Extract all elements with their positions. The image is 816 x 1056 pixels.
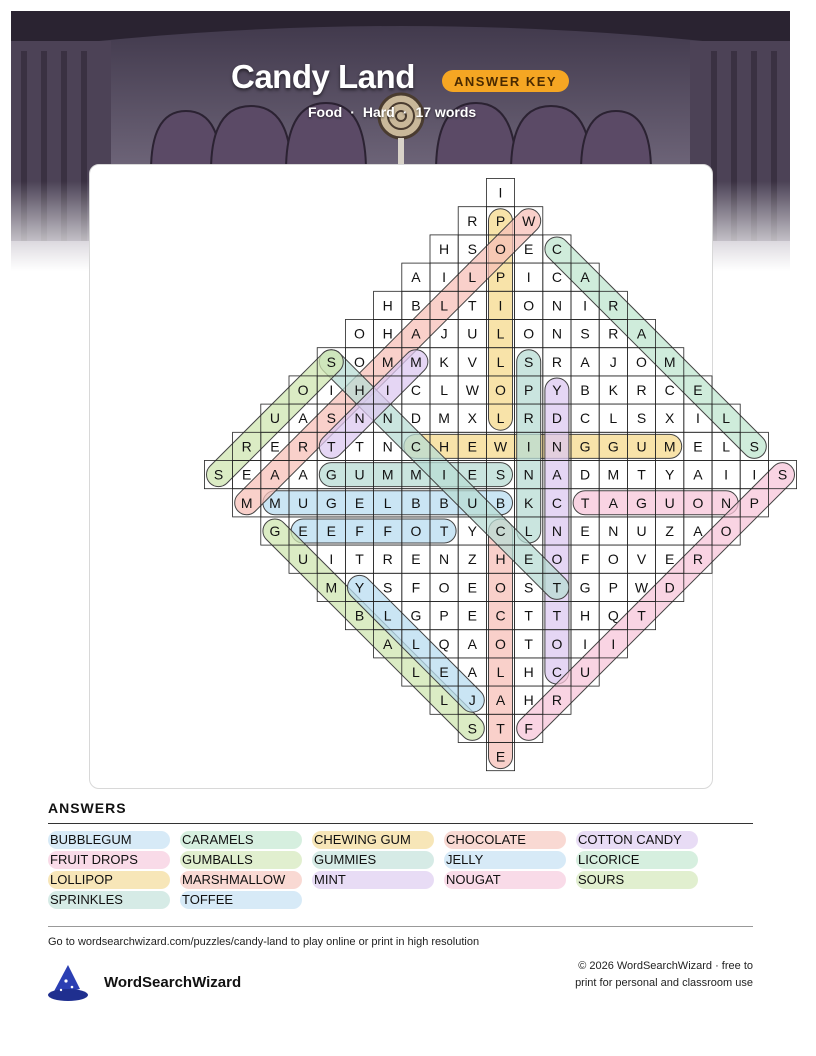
answer-word: GUMMIES [312,851,434,869]
grid-letter: Y [467,523,477,539]
grid-letter: E [354,494,365,511]
grid-letter: T [355,438,364,455]
grid-letter: I [526,269,531,286]
grid-letter: A [580,353,590,370]
grid-letter: R [382,551,393,568]
answer-word: NOUGAT [444,871,566,889]
grid-letter: H [523,692,534,709]
grid-letter: I [442,466,447,483]
grid-letter: S [749,438,759,455]
grid-letter: I [498,184,503,201]
grid-letter: L [524,523,533,539]
grid-letter: G [325,494,337,511]
grid-letter: L [468,269,477,286]
grid-letter: O [354,353,365,370]
grid-letter: R [523,410,534,427]
grid-letter: H [580,607,591,624]
grid-letter: Z [468,551,477,568]
grid-letter: O [551,551,563,568]
grid-letter: C [551,494,562,511]
grid-letter: R [241,438,252,455]
grid-letter: G [579,579,591,596]
grid-letter: R [298,438,309,455]
grid-letter: E [495,748,506,765]
grid-letter: O [495,382,506,398]
grid-letter: A [298,410,308,427]
grid-letter: A [693,466,703,483]
grid-letter: H [439,241,450,257]
grid-letter: O [523,297,535,314]
grid-letter: I [498,297,503,314]
answer-word: GUMBALLS [180,851,302,869]
grid-letter: G [607,438,619,455]
answer-word: COTTON CANDY [576,831,698,849]
grid-letter: E [467,607,477,624]
grid-letter: O [720,523,732,539]
category-label: Food [308,104,343,120]
grid-letter: B [411,494,421,511]
grid-letter: M [381,353,394,370]
grid-letter: P [439,607,449,624]
grid-letter: I [583,635,588,652]
grid-letter: W [634,579,649,596]
grid-letter: R [551,692,562,709]
grid-letter: C [551,269,562,286]
grid-letter: T [355,551,364,568]
grid-letter: K [524,494,534,511]
grid-letter: A [608,494,618,511]
grid-letter: L [440,382,448,398]
grid-letter: G [325,466,337,483]
word-search-grid [90,165,788,788]
grid-letter: P [749,494,759,511]
grid-letter: J [609,353,617,370]
grid-letter: H [439,438,450,455]
grid-letter: T [496,720,505,737]
grid-letter: M [269,494,281,511]
grid-letter: U [298,551,309,568]
grid-letter: T [468,297,477,314]
grid-letter: K [439,353,449,370]
grid-letter: Z [665,523,674,539]
grid-letter: T [524,635,533,652]
grid-letter: P [495,212,506,229]
grid-letter: B [580,382,590,398]
grid-letter: M [381,466,394,483]
answer-word: MINT [312,871,434,889]
grid-letter: W [465,382,479,398]
grid-letter: A [580,269,590,286]
grid-letter: S [524,353,534,370]
grid-letter: I [385,382,390,398]
grid-letter: U [269,410,280,427]
grid-letter: M [410,353,422,370]
grid-letter: U [354,466,365,483]
grid-letter: C [410,382,421,398]
grid-letter: R [692,551,703,568]
grid-letter: A [270,466,280,483]
answer-word: MARSHMALLOW [180,871,302,889]
grid-letter: E [411,551,421,568]
grid-letter: Y [665,466,675,483]
grid-letter: G [269,523,281,539]
grid-letter: N [382,410,393,427]
grid-letter: G [579,438,591,455]
grid-letter: M [240,494,253,511]
answer-word: CHEWING GUM [312,831,434,849]
grid-letter: M [325,579,338,596]
grid-letter: T [327,438,336,455]
answer-word: SPRINKLES [48,891,170,909]
grid-letter: O [607,551,619,568]
grid-letter: E [524,551,534,568]
grid-letter: O [636,353,647,370]
grid-letter: A [383,635,393,652]
grid-letter: A [411,325,421,342]
grid-letter: L [496,664,505,680]
grid-letter: J [440,325,448,342]
grid-letter: A [411,269,421,286]
puzzle-meta [308,104,476,120]
meta-separator: · [350,104,355,120]
grid-letter: E [665,551,675,568]
grid-letter: I [526,438,531,455]
grid-letter: H [354,382,365,398]
grid-letter: L [412,635,420,652]
grid-letter: G [636,494,647,511]
grid-letter: Y [552,382,562,398]
grid-letter: F [524,720,533,737]
grid-letter: A [552,466,562,483]
grid-letter: O [410,523,422,539]
grid-letter: V [636,551,647,568]
grid-letter: H [495,551,506,568]
grid-letter: S [524,579,534,596]
grid-letter: A [495,692,506,709]
grid-letter: U [636,523,647,539]
grid-letter: T [552,579,562,596]
grid-letter: I [752,466,757,483]
grid-letter: I [724,466,729,483]
grid-letter: E [270,438,280,455]
grid-letter: N [354,410,365,427]
brand-name: WordSearchWizard [104,974,242,991]
grid-letter: H [523,664,534,680]
difficulty-label: Hard [362,104,395,120]
grid-letter: I [695,410,700,427]
grid-letter: V [467,353,477,370]
grid-letter: E [467,438,477,455]
grid-letter: I [583,297,588,314]
wizard-hat-icon [46,963,94,1003]
grid-letter: A [636,325,647,342]
answer-word: JELLY [444,851,566,869]
grid-letter: R [551,353,562,370]
grid-letter: C [664,382,675,398]
grid-letter: R [636,382,647,398]
grid-letter: D [664,579,675,596]
copyright-text: © 2026 WordSearchWizard · free to print for personal and classroom use [575,960,753,989]
grid-letter: H [382,325,393,342]
grid-letter: H [382,297,393,314]
grid-letter: I [611,635,616,652]
grid-letter: T [524,607,533,624]
answers-divider [48,823,753,824]
grid-letter: O [495,241,506,257]
grid-letter: U [467,325,478,342]
grid-letter: W [493,438,508,455]
grid-letter: F [411,579,421,596]
grid-letter: S [326,410,336,427]
grid-letter: N [551,325,562,342]
grid-letter: S [636,410,647,427]
answer-key-badge: ANSWER KEY [442,70,569,92]
grid-letter: L [383,494,392,511]
grid-letter: B [354,607,365,624]
meta-separator: · [402,104,408,120]
grid-letter: M [438,410,450,427]
grid-letter: M [410,466,422,483]
grid-letter: T [637,466,646,483]
grid-letter: Y [354,579,365,596]
grid-letter: A [467,635,477,652]
grid-letter: L [412,664,420,680]
grid-letter: S [467,241,477,257]
grid-letter: S [383,579,393,596]
grid-letter: L [496,325,505,342]
grid-letter: L [722,438,730,455]
grid-letter: I [329,551,334,568]
grid-letter: A [693,523,703,539]
grid-letter: M [663,353,676,370]
grid-letter: M [663,438,676,455]
grid-letter: O [438,579,450,596]
answer-word: TOFFEE [180,891,302,909]
grid-letter: L [609,410,618,427]
grid-letter: O [495,579,506,596]
grid-letter: U [636,438,647,455]
grid-letter: O [354,325,365,342]
grid-letter: C [495,523,506,539]
answer-word: CARAMELS [180,831,302,849]
grid-letter: B [411,297,421,314]
grid-letter: A [298,466,308,483]
grid-letter: P [495,269,506,286]
grid-letter: O [551,635,563,652]
grid-letter: E [693,438,703,455]
grid-letter: M [607,466,620,483]
grid-letter: L [722,410,730,427]
grid-letter: Q [607,607,619,624]
grid-letter: S [326,353,336,370]
grid-letter: P [608,579,618,596]
grid-letter: K [608,382,618,398]
puzzle-card [89,164,788,789]
grid-letter: P [524,382,534,398]
grid-letter: S [467,720,477,737]
grid-letter: L [440,692,448,709]
answer-word: SOURS [576,871,698,889]
grid-letter: S [213,466,224,483]
grid-letter: D [580,466,591,483]
grid-letter: T [439,523,449,539]
grid-letter: U [664,494,675,511]
grid-letter: D [551,410,562,427]
grid-letter: U [467,494,478,511]
grid-letter: L [496,410,505,427]
grid-letter: C [410,438,421,455]
grid-letter: G [410,607,422,624]
grid-letter: L [496,353,505,370]
grid-letter: R [467,212,478,229]
grid-letter: O [692,494,704,511]
grid-letter: N [439,551,450,568]
grid-letter: S [495,466,506,483]
grid-letter: L [383,607,392,624]
grid-letter: R [608,297,619,314]
grid-letter: E [439,664,449,680]
grid-letter: D [410,410,421,427]
grid-letter: N [382,438,393,455]
grid-letter: E [467,466,477,483]
grid-letter: Q [438,635,450,652]
answer-word: BUBBLEGUM [48,831,170,849]
word-count-label: 17 words [415,104,477,120]
grid-letter: X [665,410,675,427]
answer-word: LICORICE [576,851,698,869]
grid-letter: S [580,325,590,342]
grid-letter: J [468,692,476,709]
page-title: Candy Land [231,58,415,95]
grid-letter: E [242,466,252,483]
grid-letter: N [721,494,732,511]
grid-letter: N [551,438,562,455]
grid-letter: F [355,523,364,539]
grid-letter: I [329,382,334,398]
grid-letter: B [439,494,449,511]
grid-letter: O [297,382,309,398]
grid-letter: E [524,241,534,257]
grid-letter: E [467,579,477,596]
grid-letter: T [637,607,646,624]
grid-letter: W [522,212,536,229]
grid-letter: O [495,635,506,652]
grid-letter: F [580,551,590,568]
grid-letter: U [298,494,309,511]
grid-letter: C [495,607,506,624]
grid-letter: T [580,494,590,511]
answer-word: LOLLIPOP [48,871,170,889]
footer-link-text: Go to wordsearchwizard.com/puzzles/candy-land to play online or print in high resolution [48,936,480,948]
grid-letter: L [440,297,448,314]
grid-letter: C [551,664,562,680]
grid-letter: C [551,241,562,257]
grid-letter: O [523,325,535,342]
grid-letter: N [551,523,562,539]
answers-heading: ANSWERS [48,800,127,816]
grid-letter: N [523,466,534,483]
grid-letter: E [580,523,590,539]
grid-letter: E [693,382,703,398]
grid-letter: C [580,410,591,427]
grid-letter: U [580,664,591,680]
grid-letter: N [551,297,562,314]
footer-divider [48,926,753,927]
grid-letter: R [608,325,619,342]
grid-letter: X [467,410,477,427]
grid-letter: N [608,523,619,539]
grid-letter: E [298,523,308,539]
grid-letter: S [777,466,788,483]
grid-letter: F [383,523,392,539]
grid-letter: A [467,664,477,680]
grid-letter: E [326,523,336,539]
grid-letter: I [442,269,447,286]
grid-letter: B [495,494,506,511]
answer-word: CHOCOLATE [444,831,566,849]
answer-word: FRUIT DROPS [48,851,170,869]
grid-letter: T [552,607,562,624]
